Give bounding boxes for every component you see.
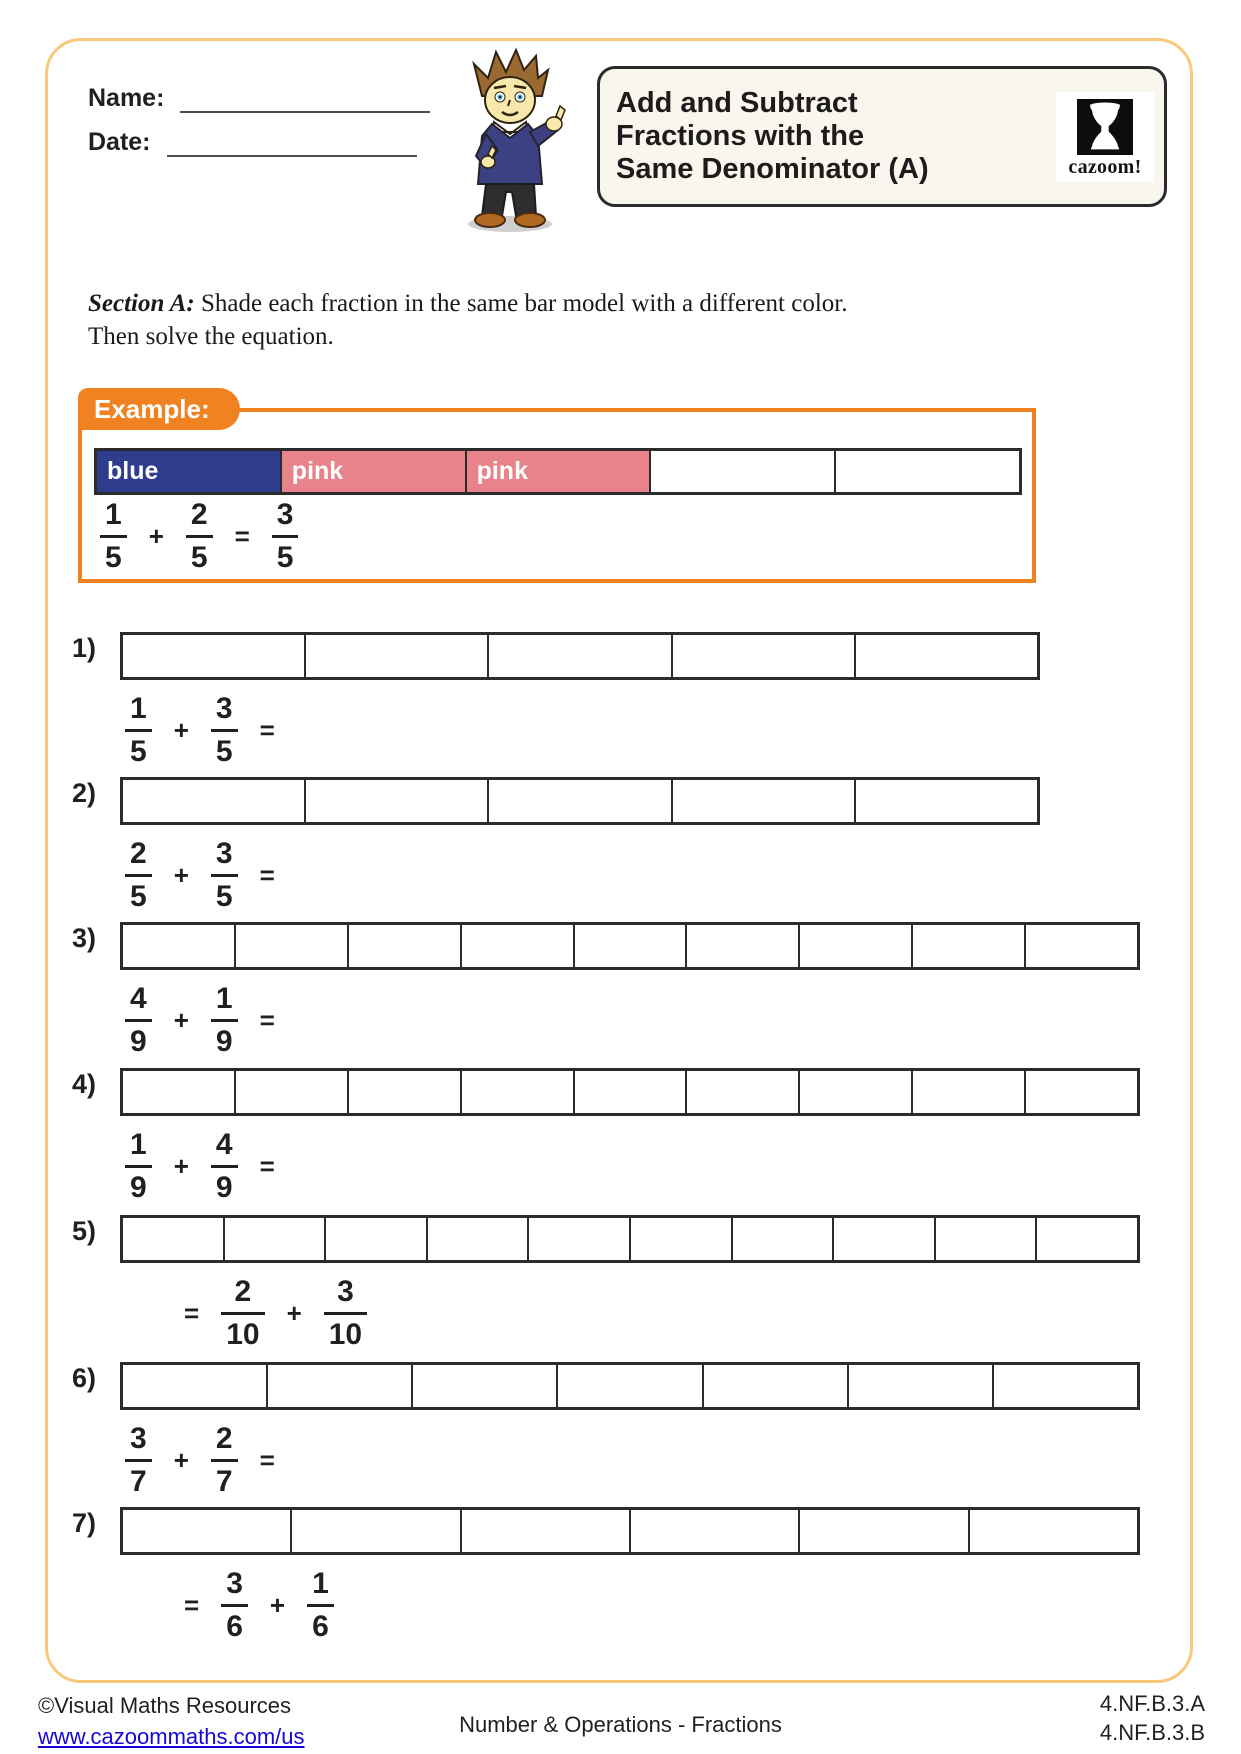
problem-number: 4)	[72, 1069, 97, 1099]
fraction-addend-2	[211, 694, 238, 767]
fraction-numerator: 1	[105, 498, 122, 531]
problem-bar-cell[interactable]	[487, 780, 670, 822]
example-tab: Example:	[78, 388, 240, 430]
fraction-denominator: 5	[125, 874, 152, 912]
problem-bar-cell[interactable]	[223, 1218, 325, 1260]
problem-bar-cell[interactable]	[798, 1071, 911, 1113]
fraction-addend-2	[307, 1569, 334, 1642]
fraction-numerator: 1	[130, 1128, 147, 1161]
copyright-text: ©Visual Maths Resources	[38, 1693, 292, 1718]
footer-standards	[1100, 1690, 1205, 1747]
equals-sign: =	[184, 1590, 200, 1620]
problem-number: 1)	[72, 633, 97, 663]
fraction-addend-1	[125, 1130, 152, 1203]
equals-sign: =	[259, 715, 275, 745]
example-bar-cell	[280, 451, 465, 492]
problem-bar-cell[interactable]	[123, 1071, 234, 1113]
problem-bar-cell[interactable]	[460, 925, 573, 967]
fraction-denominator: 7	[211, 1459, 238, 1497]
plus-sign: +	[269, 1590, 286, 1620]
problem-bar-cell[interactable]	[685, 1071, 798, 1113]
fraction-addend-1	[221, 1277, 264, 1350]
problem-bar-cell[interactable]	[234, 925, 347, 967]
problem-bar-cell[interactable]	[992, 1365, 1137, 1407]
example-bar-cell	[649, 451, 834, 492]
problem-bar-cell[interactable]	[832, 1218, 934, 1260]
problem-bar-cell[interactable]	[123, 780, 304, 822]
problem-bar-cell[interactable]	[1024, 925, 1137, 967]
problem-bar-cell[interactable]	[798, 925, 911, 967]
title-line-2: Fractions with the	[616, 119, 865, 152]
fraction-denominator: 9	[211, 1019, 238, 1057]
problem-number: 6)	[72, 1363, 97, 1393]
name-label: Name:	[88, 84, 165, 112]
fraction-numerator: 3	[276, 498, 294, 531]
plus-sign: +	[148, 521, 164, 551]
plus-sign: +	[173, 1005, 189, 1035]
fraction-addend-2	[211, 839, 238, 912]
fraction-numerator: 2	[234, 1275, 252, 1308]
name-line[interactable]	[180, 85, 430, 113]
problem-number: 3)	[72, 923, 97, 953]
equals-sign: =	[184, 1298, 200, 1328]
problem-bar-cell[interactable]	[685, 925, 798, 967]
title-line-3: Same Denominator (A)	[616, 153, 929, 186]
plus-sign: +	[173, 715, 189, 745]
fraction-addend-2	[211, 984, 238, 1057]
fraction-numerator: 3	[226, 1567, 243, 1600]
fraction-denominator: 5	[211, 874, 238, 912]
fraction-numerator: 4	[215, 1128, 233, 1161]
fraction-denominator: 9	[125, 1019, 152, 1057]
fraction-denominator: 5	[100, 535, 127, 573]
problem-equation	[182, 1569, 334, 1642]
example-fraction-result	[272, 500, 299, 573]
equals-sign: =	[259, 860, 275, 890]
fraction-addend-1	[221, 1569, 248, 1642]
standard-code-1: 4.NF.B.3.A	[1099, 1691, 1205, 1716]
problem-bar-cell[interactable]	[671, 635, 854, 677]
problem-bar-cell[interactable]	[304, 635, 487, 677]
problem-equation	[125, 694, 277, 767]
fraction-addend-1	[125, 839, 152, 912]
fraction-numerator: 3	[215, 692, 233, 725]
fraction-denominator: 6	[221, 1604, 248, 1642]
fraction-numerator: 1	[130, 692, 147, 725]
problem-bar-model	[120, 777, 1040, 825]
problem-bar-cell[interactable]	[527, 1218, 629, 1260]
problem-equation	[182, 1277, 367, 1350]
problem-bar-cell[interactable]	[460, 1071, 573, 1113]
problem-bar-cell[interactable]	[556, 1365, 701, 1407]
fraction-numerator: 2	[190, 498, 208, 531]
problem-bar-cell[interactable]	[234, 1071, 347, 1113]
example-bar-cell	[834, 451, 1019, 492]
bar-cell-color-label: blue	[107, 457, 159, 485]
problem-bar-cell[interactable]	[854, 635, 1037, 677]
fraction-addend-1	[125, 984, 152, 1057]
problem-equation	[125, 1424, 277, 1497]
date-line[interactable]	[167, 129, 417, 157]
problem-bar-cell[interactable]	[968, 1510, 1137, 1552]
problem-bar-cell[interactable]	[347, 925, 460, 967]
equals-sign: =	[234, 521, 250, 551]
problem-bar-cell[interactable]	[911, 1071, 1024, 1113]
problem-bar-cell[interactable]	[847, 1365, 992, 1407]
problem-bar-cell[interactable]	[426, 1218, 528, 1260]
problem-bar-cell[interactable]	[304, 780, 487, 822]
problem-bar-model	[120, 1068, 1140, 1116]
drum-icon	[1077, 99, 1133, 155]
equals-sign: =	[259, 1445, 275, 1475]
fraction-denominator: 7	[125, 1459, 152, 1497]
title-line-1: Add and Subtract	[616, 86, 858, 119]
fraction-numerator: 2	[130, 837, 147, 870]
example-bar-cell	[465, 451, 650, 492]
problem-equation	[125, 984, 277, 1057]
problem-bar-cell[interactable]	[123, 635, 304, 677]
plus-sign: +	[286, 1298, 302, 1328]
problem-bar-cell[interactable]	[1035, 1218, 1137, 1260]
date-field-row	[88, 128, 417, 157]
plus-sign: +	[173, 1445, 189, 1475]
problem-bar-cell[interactable]	[411, 1365, 556, 1407]
problem-bar-cell[interactable]	[702, 1365, 847, 1407]
problem-bar-cell[interactable]	[123, 925, 234, 967]
fraction-addend-2	[324, 1277, 367, 1350]
problem-bar-cell[interactable]	[934, 1218, 1036, 1260]
section-a-instructions	[88, 288, 1018, 353]
cazoom-link[interactable]: www.cazoommaths.com/us	[38, 1723, 305, 1749]
fraction-numerator: 3	[337, 1275, 354, 1308]
problem-bar-cell[interactable]	[573, 925, 686, 967]
fraction-denominator: 5	[186, 535, 213, 573]
fraction-addend-2	[211, 1130, 238, 1203]
logo-wordmark: cazoom!	[1068, 155, 1142, 178]
plus-sign: +	[173, 1151, 189, 1181]
example-bar-model	[94, 448, 1022, 495]
fraction-denominator: 5	[125, 729, 152, 767]
problem-bar-cell[interactable]	[487, 635, 670, 677]
problem-bar-cell[interactable]	[324, 1218, 426, 1260]
section-a-label: Section A:	[88, 290, 195, 317]
problem-bar-cell[interactable]	[123, 1365, 266, 1407]
bar-cell-color-label: pink	[291, 457, 344, 485]
example-equation	[100, 500, 298, 573]
problem-number: 2)	[72, 778, 97, 808]
problem-number: 5)	[72, 1216, 97, 1246]
section-a-text-line2: Then solve the equation.	[88, 322, 334, 350]
footer-topic: Number & Operations - Fractions	[459, 1712, 782, 1737]
section-a-text-line1: Shade each fraction in the same bar model with a different color.	[200, 290, 848, 317]
fraction-denominator: 6	[307, 1604, 334, 1642]
problem-bar-cell[interactable]	[911, 925, 1024, 967]
problem-bar-cell[interactable]	[573, 1071, 686, 1113]
problem-bar-model	[120, 1362, 1140, 1410]
worksheet-title-box	[597, 66, 1167, 207]
problem-bar-cell[interactable]	[629, 1218, 731, 1260]
problem-bar-model	[120, 1215, 1140, 1263]
fraction-denominator: 10	[221, 1312, 264, 1350]
standard-code-2: 4.NF.B.3.B	[1099, 1719, 1205, 1745]
date-label: Date:	[88, 128, 151, 156]
problem-bar-cell[interactable]	[1024, 1071, 1137, 1113]
fraction-denominator: 10	[324, 1312, 367, 1350]
mascot-boy-illustration	[452, 44, 572, 234]
example-bar-cell	[97, 451, 280, 492]
fraction-addend-1	[125, 1424, 152, 1497]
fraction-denominator: 5	[211, 729, 238, 767]
problem-bar-cell[interactable]	[266, 1365, 411, 1407]
fraction-numerator: 3	[215, 837, 233, 870]
fraction-addend-1	[125, 694, 152, 767]
fraction-numerator: 3	[130, 1422, 147, 1455]
problem-bar-cell[interactable]	[460, 1510, 629, 1552]
fraction-numerator: 2	[215, 1422, 233, 1455]
name-field-row	[88, 84, 430, 113]
example-fraction-addend-1	[100, 500, 127, 573]
problem-bar-cell[interactable]	[798, 1510, 967, 1552]
problem-bar-cell[interactable]	[123, 1510, 290, 1552]
example-fraction-addend-2	[186, 500, 213, 573]
problem-equation	[125, 839, 277, 912]
fraction-numerator: 1	[312, 1567, 329, 1600]
cazoom-logo	[1056, 92, 1154, 182]
worksheet-title	[600, 87, 929, 186]
equals-sign: =	[259, 1005, 275, 1035]
fraction-numerator: 4	[130, 982, 147, 1015]
problem-bar-cell[interactable]	[347, 1071, 460, 1113]
bar-cell-color-label: pink	[476, 457, 528, 485]
equals-sign: =	[259, 1151, 275, 1181]
problem-bar-model	[120, 632, 1040, 680]
fraction-denominator: 9	[211, 1165, 238, 1203]
problem-bar-cell[interactable]	[854, 780, 1037, 822]
problem-equation	[125, 1130, 277, 1203]
fraction-denominator: 5	[272, 535, 299, 573]
plus-sign: +	[173, 860, 189, 890]
problem-bar-cell[interactable]	[123, 1218, 223, 1260]
fraction-denominator: 9	[125, 1165, 152, 1203]
problem-bar-model	[120, 922, 1140, 970]
fraction-numerator: 1	[215, 982, 233, 1015]
problem-bar-cell[interactable]	[290, 1510, 459, 1552]
problem-bar-cell[interactable]	[671, 780, 854, 822]
fraction-addend-2	[211, 1424, 238, 1497]
problem-bar-model	[120, 1507, 1140, 1555]
problem-bar-cell[interactable]	[629, 1510, 798, 1552]
problem-number: 7)	[72, 1508, 97, 1538]
problem-bar-cell[interactable]	[731, 1218, 833, 1260]
